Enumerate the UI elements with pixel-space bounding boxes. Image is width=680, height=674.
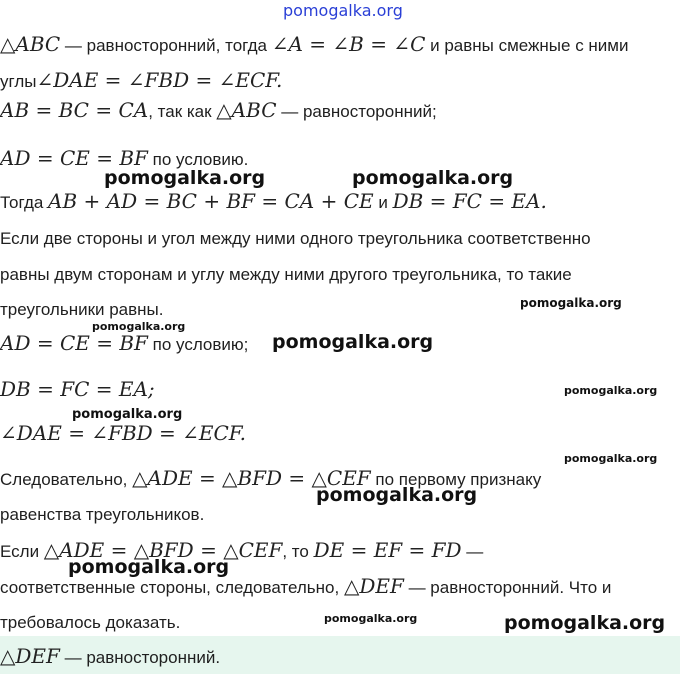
math-expression: △ADE = △BFD = △CEF [132, 466, 371, 490]
text-fragment: , то [282, 542, 314, 561]
text-fragment: — равносторонний. [59, 648, 221, 667]
watermark: pomogalka.org [72, 407, 183, 422]
text-fragment: равны двум сторонам и углу между ними другого треугольника, то такие [0, 265, 572, 284]
math-expression: DB = FC = EA; [0, 377, 155, 401]
math-expression: DB = FC = EA. [392, 189, 547, 213]
text-fragment: Следовательно, [0, 470, 133, 489]
math-expression: AB = BC = CA [0, 98, 149, 122]
text-fragment: требовалось доказать. [0, 613, 181, 632]
text-line [0, 503, 204, 527]
math-expression: △DEF [343, 574, 404, 598]
answer-box [0, 636, 680, 674]
watermark-top: pomogalka.org [283, 1, 403, 20]
text-fragment: по условию. [147, 150, 249, 169]
text-line [0, 377, 155, 403]
math-expression: ∠DAE = ∠FBD = ∠ECF. [0, 421, 246, 445]
math-expression: △DEF [0, 644, 60, 668]
text-fragment: и равны смежные с ними [425, 36, 629, 55]
math-expression: △ABC [216, 98, 277, 122]
watermark: pomogalka.org [520, 296, 622, 310]
text-line [0, 32, 629, 58]
watermark: pomogalka.org [92, 320, 186, 333]
text-fragment: и [373, 193, 393, 212]
answer-line [0, 644, 220, 670]
watermark: pomogalka.org [504, 612, 666, 634]
math-expression: △ABC [0, 32, 61, 56]
text-line [0, 298, 164, 322]
math-expression: ∠DAE = ∠FBD = ∠ECF. [36, 68, 283, 92]
text-line [0, 68, 282, 94]
text-fragment: Если [0, 542, 44, 561]
math-expression: AD = CE = BF [0, 146, 148, 170]
math-expression: DE = EF = FD [313, 538, 462, 562]
watermark: pomogalka.org [316, 484, 478, 506]
text-fragment: — равносторонний, тогда [60, 36, 272, 55]
watermark: pomogalka.org [104, 167, 266, 189]
watermark: pomogalka.org [564, 384, 658, 397]
text-line [0, 611, 180, 635]
math-expression: AB + AD = BC + BF = CA + CE [48, 189, 374, 213]
text-line [0, 189, 547, 215]
text-fragment: треугольники равны. [0, 300, 164, 319]
text-line [0, 331, 248, 357]
text-fragment: — равносторонний. Что и [403, 578, 612, 597]
text-fragment: Если две стороны и угол между ними одного треугольника соответственно [0, 229, 591, 248]
text-fragment: соответственные стороны, следовательно, [0, 578, 344, 597]
watermark: pomogalka.org [272, 331, 434, 353]
watermark: pomogalka.org [324, 612, 418, 625]
text-fragment: , так как [148, 102, 217, 121]
math-expression: △ADE = △BFD = △CEF [43, 538, 283, 562]
watermark: pomogalka.org [564, 452, 658, 465]
math-expression: ∠A = ∠B = ∠C [271, 32, 426, 56]
text-fragment: — равносторонний; [276, 102, 437, 121]
text-fragment: по первому признаку [370, 470, 542, 489]
text-line [0, 227, 591, 251]
text-fragment: углы [0, 72, 37, 91]
watermark: pomogalka.org [68, 556, 230, 578]
text-line [0, 98, 437, 124]
watermark: pomogalka.org [352, 167, 514, 189]
text-line [0, 263, 572, 287]
text-fragment: Тогда [0, 193, 49, 212]
math-expression: AD = CE = BF [0, 331, 148, 355]
text-fragment: — [461, 542, 484, 561]
text-fragment: по условию; [147, 335, 249, 354]
text-fragment: равенства треугольников. [0, 505, 205, 524]
text-line [0, 421, 246, 447]
